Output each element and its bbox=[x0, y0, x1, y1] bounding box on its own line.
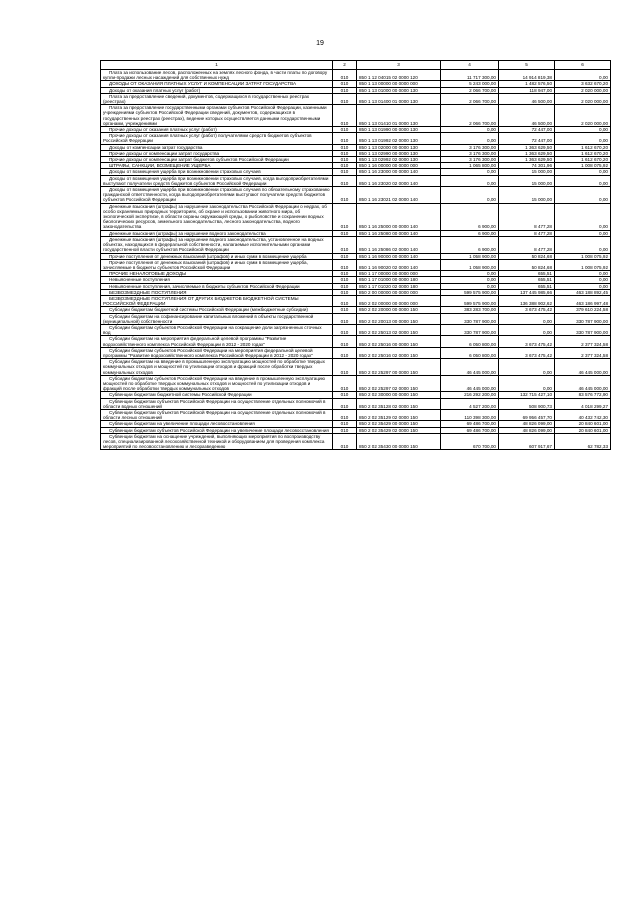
row-executed: 15 000,00 bbox=[499, 169, 555, 175]
row-approved: 46 445 000,00 bbox=[441, 375, 499, 392]
row-approved: 2 066 700,00 bbox=[441, 93, 499, 104]
row-approved: 0,00 bbox=[441, 283, 499, 289]
column-header: 3 bbox=[357, 61, 441, 70]
row-kbk: 850 2 02 25013 02 0000 150 bbox=[357, 324, 441, 335]
row-kbk: 850 1 16 23020 02 0000 140 bbox=[357, 175, 441, 186]
row-approved: 1 065 800,00 bbox=[441, 163, 499, 169]
row-kbk: 850 1 13 00000 00 0000 000 bbox=[357, 81, 441, 87]
row-unexecuted: 2 377 324,58 bbox=[555, 347, 611, 358]
row-approved: 2 066 700,00 bbox=[441, 105, 499, 127]
row-name: Доходы от возмещения ущерба при возникновении страховых случаев, когда выгодоприобретателями выступают получатели средств бюджетов субъектов Российской Федерации bbox=[101, 175, 333, 186]
row-name: Прочие поступления от денежных взысканий (штрафов) и иных сумм в возмещение ущерба, зачисляемые в бюджеты субъектов Российской Федерации bbox=[101, 259, 333, 270]
row-approved: 0,00 bbox=[441, 169, 499, 175]
column-header: 5 bbox=[499, 61, 555, 70]
row-executed: 72 447,00 bbox=[499, 133, 555, 144]
row-kbk: 850 1 16 23021 02 0000 140 bbox=[357, 187, 441, 204]
row-executed: 46 500,00 bbox=[499, 105, 555, 127]
row-approved: 6 050 800,00 bbox=[441, 347, 499, 358]
row-name: Субвенции бюджетам бюджетной системы Российской Федерации bbox=[101, 392, 333, 398]
row-approved: 11 717 300,00 bbox=[441, 70, 499, 81]
row-unexecuted: 463 186 997,48 bbox=[555, 295, 611, 306]
row-executed: 655,51 bbox=[499, 271, 555, 277]
row-name: Субсидии бюджетам на мероприятия федеральной целевой программы "Развитие водохозяйственного комплекса Российской Федерации в 2012 - 2020 годах" bbox=[101, 336, 333, 347]
row-name: Доходы от возмещения ущерба при возникновении страховых случаев bbox=[101, 169, 333, 175]
row-unexecuted: 0,00 bbox=[555, 283, 611, 289]
table-row bbox=[101, 93, 611, 104]
row-unexecuted: 0,00 bbox=[555, 175, 611, 186]
row-approved: 0,00 bbox=[441, 127, 499, 133]
table-row bbox=[101, 347, 611, 358]
row-kbk: 850 1 13 01000 00 0000 130 bbox=[357, 87, 441, 93]
row-unexecuted: 40 432 742,30 bbox=[555, 409, 611, 420]
row-code: 010 bbox=[333, 375, 357, 392]
row-approved: 216 292 200,00 bbox=[441, 392, 499, 398]
row-code: 010 bbox=[333, 313, 357, 324]
row-name: Невыясненные поступления, зачисляемые в бюджеты субъектов Российской Федерации bbox=[101, 283, 333, 289]
row-executed: 0,00 bbox=[499, 324, 555, 335]
row-kbk: 850 2 02 35430 00 0000 150 bbox=[357, 433, 441, 450]
row-code: 010 bbox=[333, 277, 357, 283]
row-approved: 3 176 300,00 bbox=[441, 157, 499, 163]
row-name: БЕЗВОЗМЕЗДНЫЕ ПОСТУПЛЕНИЯ ОТ ДРУГИХ БЮДЖЕТОВ БЮДЖЕТНОЙ СИСТЕМЫ РОССИЙСКОЙ ФЕДЕРАЦИИ bbox=[101, 295, 333, 306]
row-executed: 1 363 629,50 bbox=[499, 150, 555, 156]
row-code: 010 bbox=[333, 169, 357, 175]
row-code: 010 bbox=[333, 236, 357, 253]
row-kbk: 850 1 13 01992 02 0000 130 bbox=[357, 133, 441, 144]
row-executed: 3 673 475,42 bbox=[499, 336, 555, 347]
row-code: 010 bbox=[333, 295, 357, 306]
row-kbk: 850 1 13 01400 01 0000 130 bbox=[357, 93, 441, 104]
row-code: 010 bbox=[333, 70, 357, 81]
row-unexecuted: 330 787 900,00 bbox=[555, 324, 611, 335]
table-row bbox=[101, 375, 611, 392]
table-row bbox=[101, 313, 611, 324]
row-unexecuted: 0,00 bbox=[555, 127, 611, 133]
row-unexecuted: 0,00 bbox=[555, 271, 611, 277]
row-unexecuted: 1 008 075,92 bbox=[555, 163, 611, 169]
row-code: 010 bbox=[333, 144, 357, 150]
table-row bbox=[101, 236, 611, 253]
row-kbk: 850 2 02 25297 00 0000 150 bbox=[357, 359, 441, 376]
table-row bbox=[101, 409, 611, 420]
row-kbk: 850 1 16 90000 00 0000 140 bbox=[357, 253, 441, 259]
row-name: Денежные взыскания (штрафы) за нарушение водного законодательства bbox=[101, 230, 333, 236]
row-unexecuted: 0,00 bbox=[555, 203, 611, 230]
row-code: 010 bbox=[333, 253, 357, 259]
row-approved: 2 066 700,00 bbox=[441, 87, 499, 93]
row-unexecuted: 330 787 900,00 bbox=[555, 313, 611, 324]
row-approved: 0,00 bbox=[441, 271, 499, 277]
row-approved: 110 398 300,00 bbox=[441, 409, 499, 420]
row-approved: 330 787 900,00 bbox=[441, 324, 499, 335]
row-kbk: 850 1 16 00000 00 0000 000 bbox=[357, 163, 441, 169]
row-kbk: 850 1 16 25080 00 0000 140 bbox=[357, 230, 441, 236]
row-name: Плата за предоставление сведений, документов, содержащихся в государственных реестрах (реестрах) bbox=[101, 93, 333, 104]
row-unexecuted: 1 008 075,92 bbox=[555, 259, 611, 270]
row-code: 010 bbox=[333, 150, 357, 156]
table-row bbox=[101, 398, 611, 409]
row-unexecuted: 83 576 772,90 bbox=[555, 392, 611, 398]
row-approved: 4 527 200,00 bbox=[441, 398, 499, 409]
column-header: 4 bbox=[441, 61, 499, 70]
row-kbk: 850 1 13 02992 02 0000 130 bbox=[357, 157, 441, 163]
row-code: 010 bbox=[333, 105, 357, 127]
row-executed: 8 477,28 bbox=[499, 236, 555, 253]
row-executed: 14 914 819,38 bbox=[499, 70, 555, 81]
row-code: 010 bbox=[333, 336, 357, 347]
table-row bbox=[101, 259, 611, 270]
row-kbk: 850 2 02 35429 02 0000 150 bbox=[357, 427, 441, 433]
row-executed: 8 477,28 bbox=[499, 203, 555, 230]
row-name: Субсидии бюджетам субъектов Российской Федерации на мероприятия федеральной целевой программы "Развитие водохозяйственного комплекса Российской Федерации в 2012 - 2020 годах" bbox=[101, 347, 333, 358]
row-code: 010 bbox=[333, 133, 357, 144]
row-code: 010 bbox=[333, 433, 357, 450]
row-kbk: 850 1 17 00000 00 0000 000 bbox=[357, 271, 441, 277]
table-row bbox=[101, 175, 611, 186]
row-name: Субсидии бюджетам субъектов Российской Федерации на сокращение доли загрязненных сточных вод bbox=[101, 324, 333, 335]
row-code: 010 bbox=[333, 421, 357, 427]
row-kbk: 850 1 13 01410 01 0000 130 bbox=[357, 105, 441, 127]
row-code: 010 bbox=[333, 203, 357, 230]
row-name: Субсидии бюджетам на софинансирование капитальных вложений в объекты государственной (муниципальной) собственности bbox=[101, 313, 333, 324]
row-approved: 69 486 700,00 bbox=[441, 427, 499, 433]
row-kbk: 850 1 17 01000 00 0000 180 bbox=[357, 277, 441, 283]
row-executed: 15 000,00 bbox=[499, 175, 555, 186]
row-executed: 50 824,68 bbox=[499, 259, 555, 270]
row-name: Плата за использование лесов, расположенных на землях лесного фонда, в части платы по договору купли-продажи лесных насаждений для собственных нужд bbox=[101, 70, 333, 81]
row-approved: 0,00 bbox=[441, 187, 499, 204]
row-executed: 136 388 902,62 bbox=[499, 295, 555, 306]
row-approved: 69 486 700,00 bbox=[441, 421, 499, 427]
row-name: Субвенции бюджетам субъектов Российской Федерации на увеличение площади лесовосстановления bbox=[101, 427, 333, 433]
row-name: Плата за предоставление государственными органами субъектов Российской Федерации, казенными учреждениями субъектов Российской Федерации сведений, документов, содержащихся в государственных реестрах (реестрах), ведение которых осуществляется данными государственными органами, учреждениями bbox=[101, 105, 333, 127]
row-kbk: 850 2 02 20013 00 0000 150 bbox=[357, 313, 441, 324]
row-unexecuted: 1 612 670,20 bbox=[555, 150, 611, 156]
table-row bbox=[101, 433, 611, 450]
row-code: 010 bbox=[333, 163, 357, 169]
row-approved: 6 900,00 bbox=[441, 203, 499, 230]
row-executed: 508 900,73 bbox=[499, 398, 555, 409]
row-name: БЕЗВОЗМЕЗДНЫЕ ПОСТУПЛЕНИЯ bbox=[101, 289, 333, 295]
row-code: 010 bbox=[333, 87, 357, 93]
row-unexecuted: 2 020 000,00 bbox=[555, 87, 611, 93]
row-name: Прочие доходы от оказания платных услуг (работ) bbox=[101, 127, 333, 133]
row-kbk: 850 2 02 00000 00 0000 000 bbox=[357, 295, 441, 306]
row-executed: 15 000,00 bbox=[499, 187, 555, 204]
row-unexecuted: 2 020 000,00 bbox=[555, 105, 611, 127]
row-executed: 607 917,67 bbox=[499, 433, 555, 450]
table-row bbox=[101, 295, 611, 306]
row-approved: 383 283 700,00 bbox=[441, 307, 499, 313]
row-name: Субсидии бюджетам бюджетной системы Российской Федерации (межбюджетные субсидии) bbox=[101, 307, 333, 313]
row-approved: 6 900,00 bbox=[441, 236, 499, 253]
row-kbk: 850 2 02 30000 00 0000 150 bbox=[357, 392, 441, 398]
row-unexecuted: 46 445 000,00 bbox=[555, 375, 611, 392]
row-unexecuted: 1 008 075,92 bbox=[555, 253, 611, 259]
row-unexecuted: 1 612 670,20 bbox=[555, 157, 611, 163]
row-name: Денежные взыскания (штрафы) за нарушение законодательства Российской Федерации о недрах, об особо охраняемых природных территориях, об охране и использовании животного мира, об экологической экспертизе, в области охраны окружающей среды, о рыболовстве и сохранении водных биологических ресурсов, земельного законодательства, лесного законодательства, водного законодательства bbox=[101, 203, 333, 230]
row-executed: 8 477,28 bbox=[499, 230, 555, 236]
table-row bbox=[101, 336, 611, 347]
row-name: Доходы от оказания платных услуг (работ) bbox=[101, 87, 333, 93]
row-executed: 74 301,96 bbox=[499, 163, 555, 169]
row-executed: 137 445 985,66 bbox=[499, 289, 555, 295]
row-kbk: 850 2 02 35429 00 0000 150 bbox=[357, 421, 441, 427]
row-name: Субсидии бюджетам на введение в промышленную эксплуатацию мощностей по обработке твердых коммунальных отходов и мощностей по утилизации отходов и фракций после обработки твердых коммунальных отходов bbox=[101, 359, 333, 376]
row-unexecuted: 62 782,33 bbox=[555, 433, 611, 450]
row-kbk: 850 1 13 02990 00 0000 130 bbox=[357, 150, 441, 156]
row-unexecuted: 4 018 299,27 bbox=[555, 398, 611, 409]
column-header: 1 bbox=[101, 61, 333, 70]
row-executed: 655,51 bbox=[499, 277, 555, 283]
page-number: 19 bbox=[316, 40, 324, 47]
row-code: 010 bbox=[333, 271, 357, 277]
row-executed: 48 826 099,00 bbox=[499, 427, 555, 433]
table-header-row bbox=[101, 61, 611, 70]
row-name: Прочие доходы от компенсации затрат бюджетов субъектов Российской Федерации bbox=[101, 157, 333, 163]
row-approved: 6 900,00 bbox=[441, 230, 499, 236]
row-approved: 1 058 900,00 bbox=[441, 253, 499, 259]
row-executed: 3 673 475,42 bbox=[499, 307, 555, 313]
row-executed: 69 956 457,70 bbox=[499, 409, 555, 420]
table-body bbox=[101, 70, 611, 450]
row-name: Прочие поступления от денежных взысканий (штрафов) и иных сумм в возмещение ущерба bbox=[101, 253, 333, 259]
row-unexecuted: 1 612 670,20 bbox=[555, 144, 611, 150]
row-approved: 1 058 900,00 bbox=[441, 259, 499, 270]
row-name: Прочие доходы от компенсации затрат государства bbox=[101, 150, 333, 156]
row-executed: 118 947,00 bbox=[499, 87, 555, 93]
column-header: 6 bbox=[555, 61, 611, 70]
row-kbk: 850 1 16 90020 02 0000 140 bbox=[357, 259, 441, 270]
row-kbk: 850 1 12 04015 02 0000 120 bbox=[357, 70, 441, 81]
row-name: ШТРАФЫ, САНКЦИИ, ВОЗМЕЩЕНИЕ УЩЕРБА bbox=[101, 163, 333, 169]
row-approved: 0,00 bbox=[441, 133, 499, 144]
table-row bbox=[101, 105, 611, 127]
row-code: 010 bbox=[333, 187, 357, 204]
row-unexecuted: 0,00 bbox=[555, 133, 611, 144]
row-unexecuted: 46 445 000,00 bbox=[555, 359, 611, 376]
row-executed: 1 363 629,50 bbox=[499, 144, 555, 150]
row-code: 010 bbox=[333, 392, 357, 398]
row-kbk: 850 2 02 35129 02 0000 150 bbox=[357, 409, 441, 420]
row-executed: 3 673 475,42 bbox=[499, 347, 555, 358]
row-kbk: 850 1 17 01020 02 0000 180 bbox=[357, 283, 441, 289]
row-unexecuted: 0,00 bbox=[555, 169, 611, 175]
row-approved: 6 050 800,00 bbox=[441, 336, 499, 347]
row-code: 010 bbox=[333, 289, 357, 295]
row-name: Субвенции бюджетам субъектов Российской Федерации на осуществление отдельных полномочий в области водных отношений bbox=[101, 398, 333, 409]
row-executed: 50 824,68 bbox=[499, 253, 555, 259]
row-name: Субсидии бюджетам субъектов Российской Федерации на введение в промышленную эксплуатацию мощностей по обработке твердых коммунальных отходов и мощностей по утилизации отходов и фракций после обработки твердых коммунальных отходов bbox=[101, 375, 333, 392]
row-unexecuted: 0,00 bbox=[555, 236, 611, 253]
row-name: Субвенции бюджетам на оснащение учреждений, выполняющих мероприятия по воспроизводству лесов, специализированной лесохозяйственной техникой и оборудованием для проведения комплекса мероприятий по лесовосстановлению и лесоразведению bbox=[101, 433, 333, 450]
row-approved: 3 176 300,00 bbox=[441, 150, 499, 156]
row-approved: 599 575 900,00 bbox=[441, 295, 499, 306]
row-kbk: 850 2 00 00000 00 0000 000 bbox=[357, 289, 441, 295]
row-unexecuted: 379 610 224,58 bbox=[555, 307, 611, 313]
row-unexecuted: 0,00 bbox=[555, 70, 611, 81]
row-name: Субвенции бюджетам на увеличение площади лесовосстановления bbox=[101, 421, 333, 427]
budget-revenue-table bbox=[100, 60, 611, 450]
row-code: 010 bbox=[333, 324, 357, 335]
row-code: 010 bbox=[333, 347, 357, 358]
row-code: 010 bbox=[333, 427, 357, 433]
row-approved: 0,00 bbox=[441, 175, 499, 186]
row-executed: 72 447,00 bbox=[499, 127, 555, 133]
row-code: 010 bbox=[333, 157, 357, 163]
row-approved: 5 243 000,00 bbox=[441, 81, 499, 87]
row-name: Невыясненные поступления bbox=[101, 277, 333, 283]
row-kbk: 850 1 13 02000 00 0000 130 bbox=[357, 144, 441, 150]
row-name: Доходы от компенсации затрат государства bbox=[101, 144, 333, 150]
row-code: 010 bbox=[333, 409, 357, 420]
row-executed: 0,00 bbox=[499, 359, 555, 376]
row-kbk: 850 2 02 20000 00 0000 150 bbox=[357, 307, 441, 313]
table-row bbox=[101, 187, 611, 204]
row-kbk: 850 1 16 25086 02 0000 140 bbox=[357, 236, 441, 253]
row-unexecuted: 2 020 000,00 bbox=[555, 93, 611, 104]
table-row bbox=[101, 359, 611, 376]
row-kbk: 850 1 16 23000 00 0000 140 bbox=[357, 169, 441, 175]
row-unexecuted: 20 840 601,00 bbox=[555, 427, 611, 433]
column-header: 2 bbox=[333, 61, 357, 70]
row-name: Прочие доходы от оказания платных услуг (работ) получателями средств бюджетов субъектов Российской Федерации bbox=[101, 133, 333, 144]
row-code: 010 bbox=[333, 359, 357, 376]
row-unexecuted: 2 377 324,58 bbox=[555, 336, 611, 347]
row-code: 010 bbox=[333, 259, 357, 270]
table-row bbox=[101, 70, 611, 81]
row-code: 010 bbox=[333, 307, 357, 313]
row-code: 010 bbox=[333, 93, 357, 104]
row-kbk: 850 2 02 25016 02 0000 150 bbox=[357, 347, 441, 358]
row-kbk: 850 1 16 25000 00 0000 140 bbox=[357, 203, 441, 230]
row-code: 010 bbox=[333, 81, 357, 87]
table-row bbox=[101, 133, 611, 144]
row-approved: 330 787 900,00 bbox=[441, 313, 499, 324]
row-approved: 3 176 300,00 bbox=[441, 144, 499, 150]
row-executed: 132 715 427,10 bbox=[499, 392, 555, 398]
row-name: ДОХОДЫ ОТ ОКАЗАНИЯ ПЛАТНЫХ УСЛУГ И КОМПЕНСАЦИИ ЗАТРАТ ГОСУДАРСТВА bbox=[101, 81, 333, 87]
row-approved: 46 445 000,00 bbox=[441, 359, 499, 376]
row-name: Доходы от возмещения ущерба при возникновении страховых случаев по обязательному страхованию гражданской ответственности, когда выгодоприобретателями выступают получатели средств бюджетов субъектов Российской Федерации bbox=[101, 187, 333, 204]
row-kbk: 850 1 13 01990 00 0000 130 bbox=[357, 127, 441, 133]
row-kbk: 850 2 02 25016 00 0000 150 bbox=[357, 336, 441, 347]
row-executed: 655,51 bbox=[499, 283, 555, 289]
row-unexecuted: 0,00 bbox=[555, 277, 611, 283]
row-code: 010 bbox=[333, 175, 357, 186]
row-executed: 0,00 bbox=[499, 313, 555, 324]
row-approved: 670 700,00 bbox=[441, 433, 499, 450]
row-executed: 0,00 bbox=[499, 375, 555, 392]
row-approved: 0,00 bbox=[441, 277, 499, 283]
row-executed: 1 482 576,50 bbox=[499, 81, 555, 87]
row-unexecuted: 0,00 bbox=[555, 187, 611, 204]
row-code: 010 bbox=[333, 283, 357, 289]
row-unexecuted: 463 188 892,45 bbox=[555, 289, 611, 295]
row-unexecuted: 3 632 670,20 bbox=[555, 81, 611, 87]
row-kbk: 850 2 02 25297 02 0000 150 bbox=[357, 375, 441, 392]
row-code: 010 bbox=[333, 398, 357, 409]
row-unexecuted: 20 840 601,00 bbox=[555, 421, 611, 427]
row-executed: 48 826 099,00 bbox=[499, 421, 555, 427]
row-code: 010 bbox=[333, 230, 357, 236]
row-name: ПРОЧИЕ НЕНАЛОГОВЫЕ ДОХОДЫ bbox=[101, 271, 333, 277]
row-code: 010 bbox=[333, 127, 357, 133]
row-kbk: 850 2 02 35128 02 0000 150 bbox=[357, 398, 441, 409]
row-name: Денежные взыскания (штрафы) за нарушение водного законодательства, установленное на водных объектах, находящихся в федеральной собственности, налагаемые исполнительными органами государственной власти субъектов Российской Федерации bbox=[101, 236, 333, 253]
row-name: Субвенции бюджетам субъектов Российской Федерации на осуществление отдельных полномочий в области лесных отношений bbox=[101, 409, 333, 420]
table-row bbox=[101, 203, 611, 230]
row-executed: 46 500,00 bbox=[499, 93, 555, 104]
row-unexecuted: 0,00 bbox=[555, 230, 611, 236]
row-approved: 599 575 900,00 bbox=[441, 289, 499, 295]
table-row bbox=[101, 324, 611, 335]
row-executed: 1 363 629,50 bbox=[499, 157, 555, 163]
